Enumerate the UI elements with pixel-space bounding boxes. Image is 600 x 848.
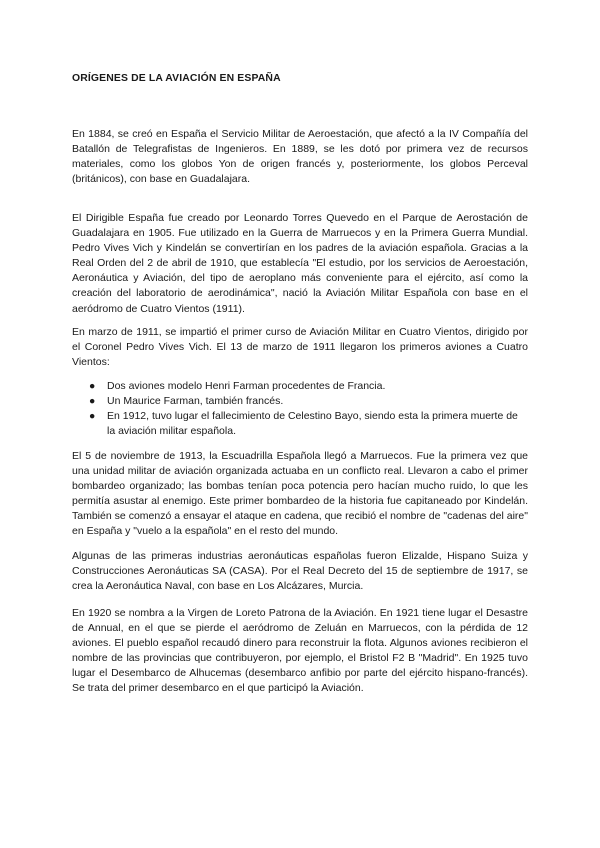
- list-item: [72, 409, 528, 439]
- paragraph-primer-curso: En marzo de 1911, se impartió el primer curso de Aviación Militar en Cuatro Vientos, dirigido por el Coronel Pedro Vives Vich. El 13 de marzo de 1911 llegaron los primeros aviones a Cuatro Vientos:: [72, 326, 528, 369]
- bullet-dot-icon: ●: [89, 410, 96, 423]
- bullet-dot-icon: ●: [89, 380, 96, 392]
- bullet-dot-icon: ●: [89, 395, 96, 408]
- document-title: ORÍGENES DE LA AVIACIÓN EN ESPAÑA: [72, 73, 281, 84]
- paragraph-industrias-aeronauticas: Algunas de las primeras industrias aeronáuticas españolas fueron Elizalde, Hispano Suiza y Construcciones Aeronáuticas SA (CASA). Por el Real Decreto del 15 de septiembre de 1917, se crea la Aeronáutica Naval, con base en Los Alcázares, Murcia.: [72, 550, 528, 593]
- list-item-text: En 1912, tuvo lugar el fallecimiento de Celestino Bayo, siendo esta la primera muerte de la aviación militar española.: [107, 410, 518, 438]
- list-item-text: Un Maurice Farman, también francés.: [107, 395, 284, 408]
- bullet-list-first-aircraft: [72, 379, 528, 439]
- paragraph-dirigible-espana: El Dirigible España fue creado por Leonardo Torres Quevedo en el Parque de Aerostación de Guadalajara en 1905. Fue utilizado en la Guerra de Marruecos y en la Primera Guerra Mundial. Pedro Vives Vich y Kindelán se convertirían en los padres de la aviación española. Gracias a la Real Orden del 2 de abril de 1910, que establecía "El estudio, por los servicios de Aeroestación, Aeronáutica y Aviación, del tipo de aeroplano más conveniente para el ejército, así como la creación del laboratorio de aerodinámica", nació la Aviación Militar Española con base en el aeródromo de Cuatro Vientos (1911).: [72, 212, 528, 315]
- list-item: [72, 379, 528, 394]
- paragraph-escuadrilla-marruecos: El 5 de noviembre de 1913, la Escuadrilla Española llegó a Marruecos. Fue la primera vez que una unidad militar de aviación organizada actuaba en un conflicto real. Llevaron a cabo el primer bombardeo organizado; las bombas tenían poca potencia pero hacían mucho ruido, lo que les permitía asustar al enemigo. Este primer bombardeo de la historia fue capitaneado por Kindelán. También se comenzó a ensayar el ataque en cadena, que recibió el nombre de "cadenas del aire" en España y "vuelo a la española" en el resto del mundo.: [72, 450, 528, 538]
- list-item-text: Dos aviones modelo Henri Farman procedentes de Francia.: [107, 380, 386, 392]
- list-item: [72, 394, 528, 409]
- paragraph-desastre-annual: En 1920 se nombra a la Virgen de Loreto Patrona de la Aviación. En 1921 tiene lugar el Desastre de Annual, en el que se pierde el aeródromo de Zeluán en Marruecos, con la pérdida de 12 aviones. El pueblo español recaudó dinero para reconstruir la flota. Algunos aviones recibieron el nombre de las provincias que contribuyeron, por ejemplo, el Bristol F2 B "Madrid". En 1925 tuvo lugar el Desembarco de Alhucemas (desembarco anfibio por parte del ejército hispano-francés). Se trata del primer desembarco en el que participó la Aviación.: [72, 607, 528, 695]
- paragraph-aeroestacion: En 1884, se creó en España el Servicio Militar de Aeroestación, que afectó a la IV Compañía del Batallón de Telegrafistas de Ingenieros. En 1889, se les dotó por primera vez de recursos materiales, como los globos Yon de origen francés y, posteriormente, los globos Perceval (británicos), con base en Guadalajara.: [72, 128, 528, 186]
